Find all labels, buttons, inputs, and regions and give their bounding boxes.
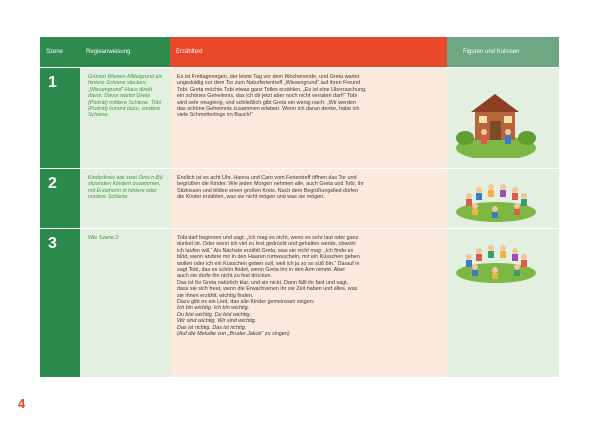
text-line: wollen oder ich ein Küsschen geben soll, weil ich ja so so süß bin.“ Darauf in	[177, 260, 360, 267]
header-figuren-kulissen: Figuren und Kulissen	[447, 37, 559, 67]
scene-number: 1	[40, 67, 80, 168]
song-line: (Auf die Melodie von „Bruder Jakob“ zu singen)	[177, 331, 290, 338]
text-line: begrüßen die Kinder. Wie jeden Morgen nehmen alle, auch Greta und Tobi, ihr	[177, 181, 364, 188]
scene-number: 2	[40, 168, 80, 228]
text-line: wird sehr neugierig, und schließlich gibt Greta ein wenig nach: „Wir werden	[177, 99, 356, 106]
header-regieanweisung: Regieanweisung	[80, 37, 170, 67]
text-line: ich laufen will.“ Als Nächste erzählt Greta, was sie nicht mag: „Ich finde es	[177, 247, 354, 254]
stage-direction: Grünen Wiesen-Mittelgrund als hintere Schiene stecken, „Wiesengrund“-Haus direkt davor. Davor wartet Greta (Porträt) mittlere Schiene. Tobi (Porträt) kommt dazu, vordere Schiene.	[80, 67, 170, 168]
song-line: Das ist richtig. Das ist richtig.	[177, 324, 247, 331]
scene-table	[40, 37, 559, 377]
text-line: Tobi. Greta möchte Tobi etwas ganz Tolles erzählen. „Es ist eine Überraschung,	[177, 86, 367, 93]
text-line: Dazu gibt es ein Lied, das alle Kinder gemeinsam singen:	[177, 299, 315, 306]
text-line: das schöne Geheimnis zusammen erleben. Wenn ich daran denke, habe ich	[177, 106, 360, 113]
figure-cell	[447, 228, 559, 377]
children-circle-illustration	[455, 235, 537, 283]
song-line: Wir sind wichtig. Wir sind wichtig.	[177, 318, 257, 325]
children-circle-illustration	[455, 174, 537, 222]
text-line: Es ist Freitagmorgen, der letzte Tag vor dem Wochenende, und Greta wartet	[177, 74, 360, 80]
text-line: Endlich ist es acht Uhr. Hanna und Caro vom Ferientreff öffnen das Tor und	[177, 175, 357, 181]
text-line: dunkel ist. Oder wenn ich viel zu fest gedrückt und gehalten werde, obwohl	[177, 241, 356, 248]
text-line: Das ist für Greta natürlich klar, und sie nickt. Dann fällt ihr fast und sagt,	[177, 279, 349, 286]
text-line: blöd, wenn andere mir in den Haaren rumwuscheln, mir ein Küsschen geben	[177, 254, 360, 261]
text-line: ungeduldig vor dem Tor zum Naturferientreff „Wiesengrund“ auf ihren Freund	[177, 80, 361, 87]
figure-cell	[447, 168, 559, 228]
narrative-text	[170, 228, 447, 377]
text-line: dass sie sich freut, wenn die Erwachsenen ihr sie Zeit haben und alles, was	[177, 286, 358, 293]
text-line: die Kinder erzählen, was sie nicht mögen und was sie mögen.	[177, 194, 325, 201]
song-line: Du bist wichtig. Du bist wichtig.	[177, 311, 251, 318]
text-line: sagt Tobi, das es schön findet, wenn Greta ihn in den Arm nimmt. Aber	[177, 267, 345, 274]
header-szene: Szene	[40, 37, 80, 67]
page-number: 4	[18, 396, 26, 411]
text-line: Sitzkissen und bilden einen großen Kreis. Nach dem Begrüßungslied dürfen	[177, 187, 359, 194]
text-line: ein schönes Geheimnis, das ich dir jetzt aber noch nicht verraten darf!“ Tobi	[177, 93, 357, 100]
text-line: sie ihnen erzählt, wichtig finden.	[177, 292, 254, 299]
text-line: Tobi darf beginnen und sagt: „Ich mag es nicht, wenn es sehr laut oder ganz	[177, 235, 359, 241]
house-scene-illustration	[455, 88, 537, 158]
narrative-text	[170, 67, 447, 168]
scene-number: 3	[40, 228, 80, 377]
narrative-text	[170, 168, 447, 228]
text-line: viele Schmetterlinge im Bauch!“	[177, 112, 253, 119]
text-line: auch sie dürfe ihn nicht zu fest drücken.	[177, 273, 272, 280]
stage-direction: Kinderkreis wie zwei Strei-n-Bü sitzenden Kindern zusammen, mit Erzieherin in hintere oder vordere Schiene	[80, 168, 170, 228]
figure-cell	[447, 67, 559, 168]
header-erzaehltext: Erzähltext	[170, 37, 447, 67]
stage-direction: Wie Szene 2	[80, 228, 170, 377]
song-line: Ich bin wichtig. Ich bin wichtig.	[177, 305, 250, 312]
